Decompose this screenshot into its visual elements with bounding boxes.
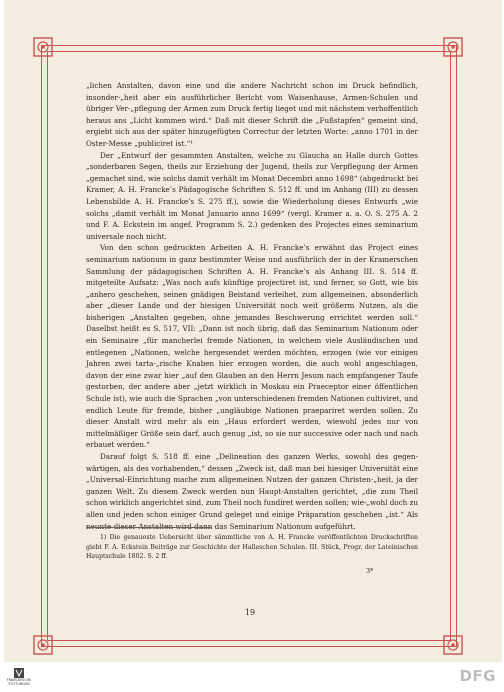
page-number: 19 bbox=[244, 608, 256, 617]
corner-ornament-bottom-right bbox=[440, 632, 466, 658]
dfg-logo[interactable]: DFG bbox=[459, 667, 496, 685]
viewer-footer-bar bbox=[0, 662, 504, 692]
corner-ornament-top-right bbox=[440, 34, 466, 60]
logo-caption-1: FRANCKESCHE bbox=[6, 678, 32, 682]
body-text bbox=[86, 80, 418, 532]
paragraph-1: „lichen Anstalten, davon eine und die andere Nachricht schon im Druck befindlich, insonder-„heit aber ein ausführlicher Bericht vom Waisenhause, Armen-Schulen und übriger Ver-„pflegung der Armen zum Druck fertig lieget und mit nächstem verhoffentlich heraus ans „Licht kommen wird.“ Daß mit dieser Schrift die „Fußstapfen“ gemeint sind, ergiebt sich aus der später hinzugefügten Correctur der letzten Worte: „anno 1701 in der Oster-Messe „publiciret ist.“¹ bbox=[86, 81, 418, 148]
logo-caption-2: STIFTUNGEN bbox=[8, 682, 30, 686]
footnote bbox=[86, 533, 418, 562]
institution-emblem-icon bbox=[13, 664, 25, 676]
footnote-rule bbox=[86, 527, 211, 528]
paragraph-3: Von den schon gedruckten Arbeiten A. H. Francke’s erwähnt das Project eines seminarium nationum in ganz bestimmter Weise und ausführlich der in der Kramerschen Sammlung der pädagogischen Schriften A. H. Francke’s als Anhang III. S. 514 ff. mitgeteilte Aufsatz: „Was noch aufs künftige projectiret ist, und ferner, so Gott, wie bis „anhero geschehen, seinen gnädigen Beistand verleihet, zum allgemeinen, absonderlich aber „dieser Lande und der hiesigen Universität noch weit größerm Nutzen, als die bisherigen „Anstalten gegeben, ohne jemandes Beschwerung errichtet werden soll.“ Daselbst heißt es S. 517, VII: „Dann ist noch übrig, daß das Seminarium Nationum oder ein Seminaire „für mancherlei fremde Nationen, in welchem viele Ausländischen und entlegenen „Nationen, welche hergesendet werden möchten, erzogen (wie vor einigen Jahren zwei tarta-„rische Knaben hier erzogen worden, die auch wohl angeschlagen, davon der eine zwar hier „auf den Glauben an den Herrn Jesum nach empfangener Taufe gestorben, der andere aber „jetzt wirklich in Moskau ein Praeceptor einer öffentlichen Schule ist), wie auch die Sprachen „von unterschiedenen fremden Nationen cultiviret, und endlich Leute für fremde, bisher „ungläubige Nationen praepariret werden sollen. Zu dieser Anstalt wird mehr als ein „Haus erfordert werden, wiewohl jedes nur von mittelmäßiger Größe sein darf, auch genug „ist, so sie nur successive oder nach und nach erbauet werden.“ bbox=[86, 243, 418, 450]
franckesche-stiftungen-logo[interactable] bbox=[6, 664, 32, 690]
paragraph-4: Darauf folgt S. 518 ff. eine „Delineation des ganzen Werks, sowohl des gegen-wärtigen, als des vorhabenden,“ dessen „Zweck ist, daß man bei hiesiger Universität eine „Universal-Einrichtung mache zum allgemeinen Nutzen der ganzen Christen-„heit, ja der ganzen Welt. Zu diesem Zweck werden nun Haupt-Anstalten gerichtet, „die zum Theil schon wirklich angerichtet sind, zum Theil noch fundiret werden sollen; wie-„wohl doch zu allen und jeden schon einiger Grund geleget und einige Präparation geschehen „ist.“ Als neunte dieser Anstalten wird dann das Seminarium Nationum aufgeführt. bbox=[86, 452, 418, 531]
paragraph-2: Der „Entwurf der gesammten Anstalten, welche zu Glaucha an Halle durch Gottes „sonderbaren Segen, theils zur Erziehung der Jugend, theils zur Verpflegung der Armen „gemachet sind, wie solchs damit verhält im Monat Decembri anno 1698“ (abgedruckt bei Kramer, A. H. Francke’s Pädagogische Schriften S. 512 ff. und im Anhang (III) zu dessen Lebensbilde A. H. Francke’s S. 275 ff.), sowie die Wiederholung dieses Entwurfs „wie solchs „damit verhält im Monat Januario anno 1699“ (vergl. Kramer a. a. O. S. 275 A. 2 und F. A. Eckstein im angef. Programm S. 2.) gedenken des Projectes eines seminarium universale noch nicht. bbox=[86, 150, 418, 241]
signature-mark: 3* bbox=[366, 567, 374, 575]
corner-ornament-bottom-left bbox=[30, 632, 56, 658]
footnote-text: 1) Die genaueste Uebersicht über sämmtliche von A. H. Francke veröffentlichten Druckschriften giebt F. A. Eckstein Beiträge zur Geschichte der Halleschen Schulen. III. Stück, Progr. der Lateinischen Hauptschule 1802. S. 2 ff. bbox=[86, 534, 418, 561]
corner-ornament-top-left bbox=[30, 34, 56, 60]
